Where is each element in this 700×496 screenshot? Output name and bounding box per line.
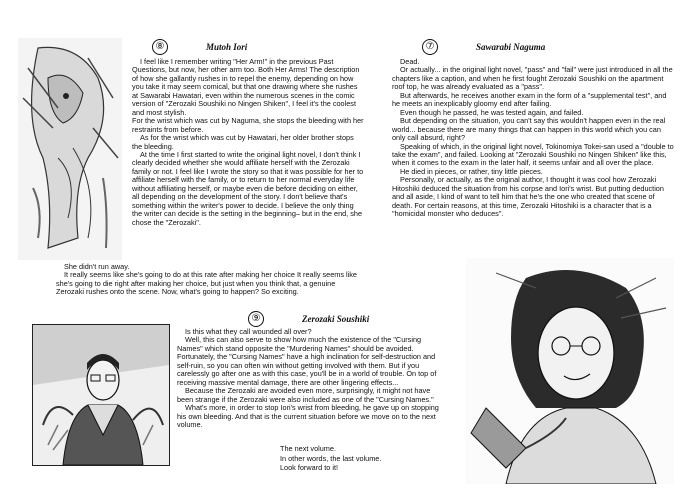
section-8-text	[132, 58, 364, 227]
section-7-number: ⑦	[422, 39, 438, 55]
section-7-text	[392, 58, 674, 219]
section-7-header	[422, 39, 545, 55]
illustration-sawarabi-naguma	[466, 258, 674, 484]
paragraph: At the time I first started to write the original light novel, I don't think I clearly decided whether she would affiliate herself with the Zerozaki family or not. I feel like I wrote the story so that it was possible for her to affiliate herself with the family, or to return to her normal everyday life without affiliating herself, or maybe even die before deciding on either, all depending on the development of the story. I don't believe that's something within the writer's power to decide. I believe the only thing the writer can decide is the setting in the beginning– but in the end, she chose the "Zerozaki".	[132, 149, 364, 227]
section-8-number: ⑧	[152, 39, 168, 55]
paragraph: Personally, or actually, as the original author, I thought it was cool how Zerozaki Hitoshiki deduced the situation from his corpse and Iori's wrist. But putting deduction and all aside, I kind of want to tell him that he's the one who created that scene of death. For certain reasons, at this time, Zerozaki Hitoshiki is a character that is a "homicidal monster who deduces".	[392, 175, 664, 219]
paragraph: As for the wrist which was cut by Hawatari, her older brother stops the bleeding.	[132, 133, 354, 151]
section-7-name: Sawarabi Naguma	[476, 42, 546, 52]
section-9-number: ⑨	[248, 311, 264, 327]
illustration-zerozaki-soushiki	[32, 324, 170, 466]
illustration-mutoh-iori	[18, 38, 122, 260]
closing-line: Look forward to it!	[280, 463, 338, 472]
naguma-drawing	[466, 258, 674, 484]
section-9-text	[177, 328, 442, 429]
paragraph: Dead.	[400, 57, 420, 66]
paragraph: She didn't run away.	[64, 262, 130, 271]
paragraph: What's more, in order to stop Iori's wrist from bleeding, he gave up on stopping his own bleeding. And that is the current situation before we move on to the next volume.	[177, 403, 439, 429]
iori-drawing	[18, 38, 122, 260]
paragraph: For the wrist which was cut by Naguma, she stops the bleeding with her restraints from before.	[132, 116, 364, 134]
section-8-text-wide	[56, 263, 364, 297]
paragraph: I feel like I remember writing "Her Arm!" in the previous Past Questions, but now, her other arm too. Both Her Arms! The description of how she gallantly rushes in to repel the enemy, depending on how you take it may seem comical, but that one drawing where she rushes at Sawarabi Hawatari, even within the numerous scenes in the comic version of "Zerozaki Soushiki no Ningen Shiken", I feel it's the coolest and most stylish.	[132, 57, 360, 117]
section-8-name: Mutoh Iori	[206, 42, 248, 52]
section-8-header	[152, 39, 247, 55]
paragraph: Even though he passed, he was tested again, and failed.	[400, 107, 584, 117]
paragraph: But depending on the situation, you can't say this wouldn't happen even in the real world... because there are many things that can happen in this world which you can only call absurd, right?	[392, 116, 666, 143]
closing-line: In other words, the last volume.	[280, 453, 382, 463]
closing-lines	[280, 444, 381, 473]
section-9-name: Zerozaki Soushiki	[302, 314, 370, 324]
paragraph: Or actually... in the original light novel, "pass" and "fail" were just introduced in all the chapters like a caption, and when he first fought Zerozaki Soushiki on the apartment roof top, he was already evaluated as a "pass".	[392, 65, 673, 92]
section-9-header	[248, 311, 369, 327]
paragraph: Speaking of which, in the original light novel, Tokinomiya Tokei-san used a "double to take the exam", and failed. Looking at "Zerozaki Soushiki no Ningen Shiken" like this, when it comes to the exam in the later half, it seems unfair and all over the place.	[392, 141, 674, 168]
soushiki-drawing	[33, 325, 169, 465]
paragraph: Is this what they call wounded all over?	[185, 327, 312, 336]
paragraph: It really seems like she's going to do at this rate after making her choice It really seems like she's going to die right after making her choice, but just when you think that, a genuine Zerozaki rushes onto the scene. Now, what's going to happen? So exciting.	[56, 270, 357, 297]
paragraph: He died in pieces, or rather, tiny little pieces.	[400, 166, 543, 176]
paragraph: Well, this can also serve to show how much the existence of the "Cursing Names" which stand opposite the "Murdering Names" should be avoided. Fortunately, the "Cursing Names" have a high inclination for self-destruction and self-ruin, so you can often win without getting involved with them. But if you carelessly go after one as with this case, you'll be in a world of trouble. On top of receiving massive mental damage, there are other lingering effects...	[177, 335, 437, 387]
closing-line: The next volume.	[280, 444, 336, 453]
paragraph: But afterwards, he receives another exam in the form of a "supplemental test", and he meets an inexplicably gloomy end after failing.	[392, 90, 667, 109]
paragraph: Because the Zerozaki are avoided even more, surprisingly, it might not have been strange if the Zerozaki were also included as one of the "Cursing Names."	[177, 386, 434, 404]
